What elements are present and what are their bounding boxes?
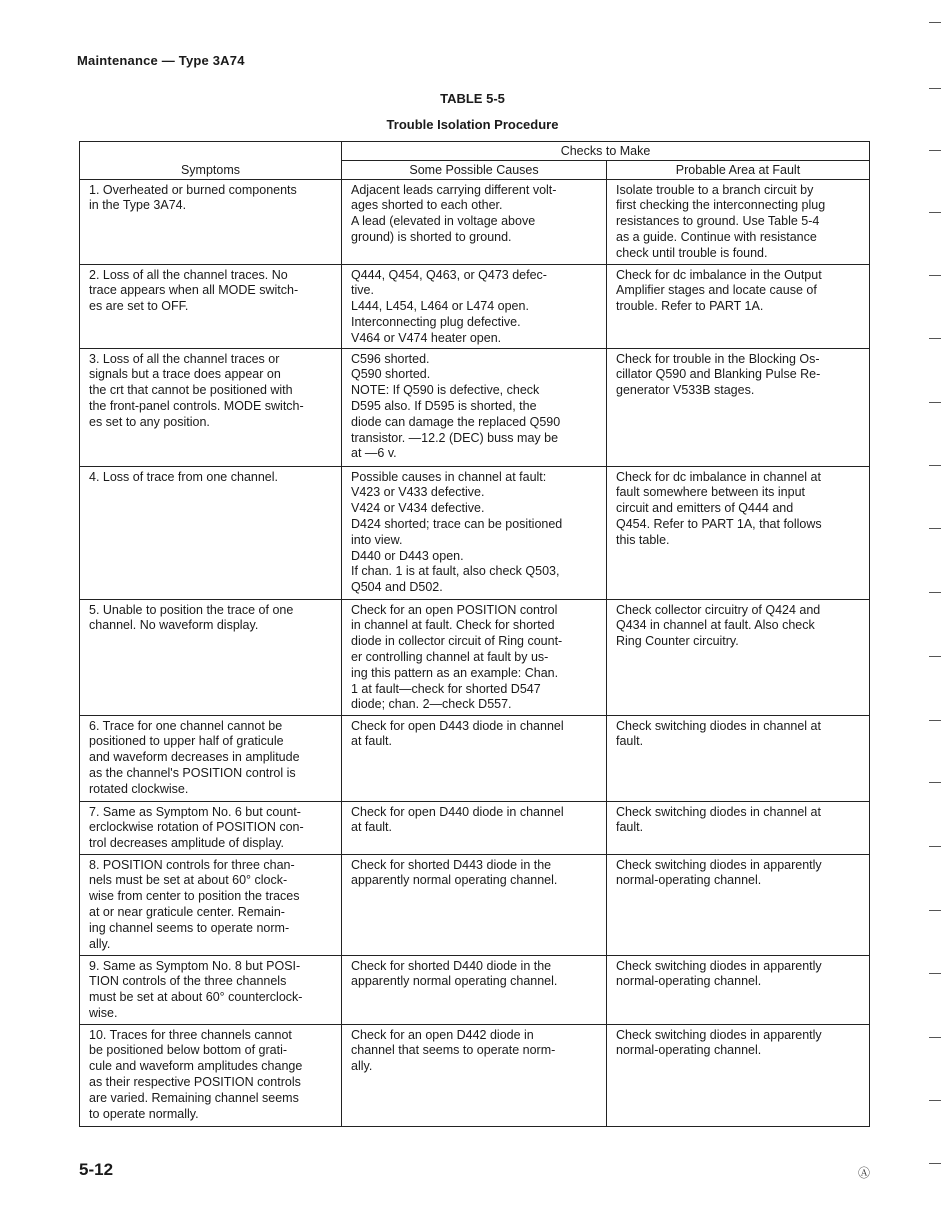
table-row — [80, 466, 870, 599]
edge-tick — [929, 592, 941, 593]
column-header-causes: Some Possible Causes — [342, 160, 607, 179]
edge-tick — [929, 528, 941, 529]
causes-cell: Check for an open POSITION control in channel at fault. Check for shorted diode in collector circuit of Ring count- er controlling channel at fault by us- ing this pattern as an example: Chan. 1 at fault—check for shorted D547 diode; chan. 2—check D557. — [342, 599, 607, 715]
edge-tick — [929, 973, 941, 974]
table-row — [80, 599, 870, 715]
edge-tick — [929, 402, 941, 403]
edge-tick — [929, 1100, 941, 1101]
causes-cell: Check for shorted D443 diode in the apparently normal operating channel. — [342, 854, 607, 955]
causes-cell: Adjacent leads carrying different volt- ages shorted to each other. A lead (elevated in voltage above ground) is shorted to ground. — [342, 179, 607, 264]
edge-tick — [929, 212, 941, 213]
causes-cell: Possible causes in channel at fault: V423 or V433 defective. V424 or V434 defective. D424 shorted; trace can be positioned into view. D440 or D443 open. If chan. 1 is at fault, also check Q503, Q504 and D502. — [342, 466, 607, 599]
trouble-isolation-table — [79, 141, 870, 1127]
group-header-checks: Checks to Make — [342, 142, 870, 161]
table-row — [80, 179, 870, 264]
edge-tick — [929, 1163, 941, 1164]
area-cell: Check switching diodes in apparently normal-operating channel. — [607, 955, 870, 1024]
edge-tick — [929, 338, 941, 339]
symptom-cell: 6. Trace for one channel cannot be positioned to upper half of graticule and waveform decreases in amplitude as the channel's POSITION control is rotated clockwise. — [80, 715, 342, 801]
edge-tick — [929, 22, 941, 23]
symptom-cell: 7. Same as Symptom No. 6 but count- erclockwise rotation of POSITION con- trol decreases amplitude of display. — [80, 801, 342, 854]
symptom-cell: 10. Traces for three channels cannot be positioned below bottom of grati- cule and waveform amplitudes change as their respective POSITION controls are varied. Remaining channel seems to operate normally. — [80, 1024, 342, 1126]
table-row — [80, 854, 870, 955]
edge-tick — [929, 465, 941, 466]
edge-tick — [929, 88, 941, 89]
edge-tick — [929, 846, 941, 847]
edge-tick — [929, 275, 941, 276]
symptom-cell: 5. Unable to position the trace of one channel. No waveform display. — [80, 599, 342, 715]
area-cell: Check switching diodes in channel at fault. — [607, 715, 870, 801]
causes-cell: Check for an open D442 diode in channel that seems to operate norm- ally. — [342, 1024, 607, 1126]
column-header-symptoms: Symptoms — [80, 142, 342, 180]
table-row — [80, 801, 870, 854]
causes-cell: Check for shorted D440 diode in the apparently normal operating channel. — [342, 955, 607, 1024]
running-header: Maintenance — Type 3A74 — [77, 53, 245, 68]
edge-tick — [929, 150, 941, 151]
table-number: TABLE 5-5 — [440, 91, 505, 106]
table-row — [80, 955, 870, 1024]
edge-tick — [929, 720, 941, 721]
symptom-cell: 2. Loss of all the channel traces. No trace appears when all MODE switch- es are set to OFF. — [80, 264, 342, 348]
page-edge-tick-marks — [929, 0, 945, 1222]
symptom-cell: 9. Same as Symptom No. 8 but POSI- TION controls of the three channels must be set at about 60° counterclock- wise. — [80, 955, 342, 1024]
area-cell: Check switching diodes in apparently normal-operating channel. — [607, 854, 870, 955]
table-title: Trouble Isolation Procedure — [386, 117, 559, 132]
area-cell: Isolate trouble to a branch circuit by first checking the interconnecting plug resistances to ground. Use Table 5-4 as a guide. Continue with resistance check until trouble is found. — [607, 179, 870, 264]
edge-tick — [929, 1037, 941, 1038]
area-cell: Check switching diodes in apparently normal-operating channel. — [607, 1024, 870, 1126]
area-cell: Check for dc imbalance in channel at fault somewhere between its input circuit and emitters of Q444 and Q454. Refer to PART 1A, that follows this table. — [607, 466, 870, 599]
edge-tick — [929, 782, 941, 783]
edge-tick — [929, 910, 941, 911]
symptom-cell: 3. Loss of all the channel traces or signals but a trace does appear on the crt that cannot be positioned with the front-panel controls. MODE switch- es set to any position. — [80, 348, 342, 466]
symptom-cell: 4. Loss of trace from one channel. — [80, 466, 342, 599]
causes-cell: Q444, Q454, Q463, or Q473 defec- tive. L444, L454, L464 or L474 open. Interconnecting plug defective. V464 or V474 heater open. — [342, 264, 607, 348]
edge-tick — [929, 656, 941, 657]
column-header-area: Probable Area at Fault — [607, 160, 870, 179]
area-cell: Check for dc imbalance in the Output Amplifier stages and locate cause of trouble. Refer to PART 1A. — [607, 264, 870, 348]
symptom-cell: 8. POSITION controls for three chan- nels must be set at about 60° clock- wise from center to position the traces at or near graticule center. Remain- ing channel seems to operate norm- ally. — [80, 854, 342, 955]
symptom-cell: 1. Overheated or burned components in the Type 3A74. — [80, 179, 342, 264]
table-row — [80, 348, 870, 466]
area-cell: Check collector circuitry of Q424 and Q434 in channel at fault. Also check Ring Counter circuitry. — [607, 599, 870, 715]
table-row — [80, 264, 870, 348]
causes-cell: Check for open D440 diode in channel at fault. — [342, 801, 607, 854]
table-row — [80, 715, 870, 801]
table-row — [80, 1024, 870, 1126]
causes-cell: C596 shorted. Q590 shorted. NOTE: If Q590 is defective, check D595 also. If D595 is shorted, the diode can damage the replaced Q590 transistor. —12.2 (DEC) buss may be at —6 v. — [342, 348, 607, 466]
causes-cell: Check for open D443 diode in channel at fault. — [342, 715, 607, 801]
revision-mark: Ⓐ — [858, 1166, 871, 1180]
page-number: 5-12 — [79, 1160, 114, 1179]
area-cell: Check for trouble in the Blocking Os- cillator Q590 and Blanking Pulse Re- generator V533B stages. — [607, 348, 870, 466]
area-cell: Check switching diodes in channel at fault. — [607, 801, 870, 854]
